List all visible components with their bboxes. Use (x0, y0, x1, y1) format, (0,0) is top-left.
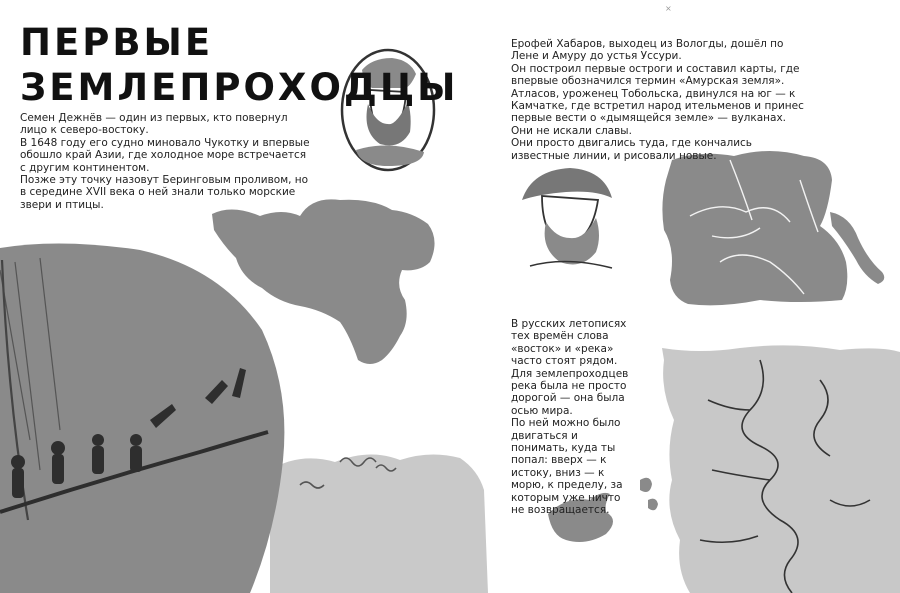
paragraph-line: Он построил первые остроги и составил карты, где впервые обозначился термин «Амурская земля». (511, 62, 800, 88)
title-line-1: ПЕРВЫЕ (20, 21, 214, 64)
dezhnev-paragraph (20, 112, 315, 211)
paragraph-line: В 1648 году его судно миновало Чукотку и впервые обошло край Азии, где холодное море встречается с другим континентом. (20, 136, 310, 174)
paragraph-line: Они не искали славы. (511, 124, 632, 137)
khabarov-paragraph (511, 38, 811, 162)
paragraph-line: Для землепроходцев река была не просто дорогой — она была осью мира. (511, 367, 629, 417)
sea-waves (270, 454, 488, 593)
portrait-khabarov (522, 168, 612, 268)
river-paragraph (511, 318, 629, 517)
paragraph-line: По ней можно было двигаться и понимать, куда ты попал: вверх — к истоку, вниз — к морю, к пределу, за которым уже ничто не возвращается. (511, 417, 623, 517)
page-title (20, 20, 459, 110)
paragraph-line: Позже эту точку назовут Беринговым проливом, но в середине XVII века о ней знали только морские звери и птицы. (20, 174, 309, 211)
paragraph-line: В русских летописях тех времён слова «восток» и «река» часто стоят рядом. (511, 318, 627, 368)
kamchatka-map (662, 151, 884, 305)
river-map (640, 345, 900, 593)
paragraph-line: Они просто двигались туда, где кончались известные линии, и рисовали новые. (511, 137, 752, 162)
kochi-boat (0, 243, 284, 593)
fold-mark: × (665, 4, 672, 13)
title-line-2: ЗЕМЛЕПРОХОДЦЫ (20, 66, 459, 109)
paragraph-line: Ерофей Хабаров, выходец из Вологды, дошёл по Лене и Амуру до устья Уссури. (511, 38, 784, 63)
paragraph-line: Семен Дежнёв — один из первых, кто повернул лицо к северо-востоку. (20, 112, 288, 137)
paragraph-line: Атласов, уроженец Тобольска, двинулся на юг — к Камчатке, где встретил народ ительменов и принес первые вести о «дымящейся земле» — вулканах. (511, 87, 804, 125)
